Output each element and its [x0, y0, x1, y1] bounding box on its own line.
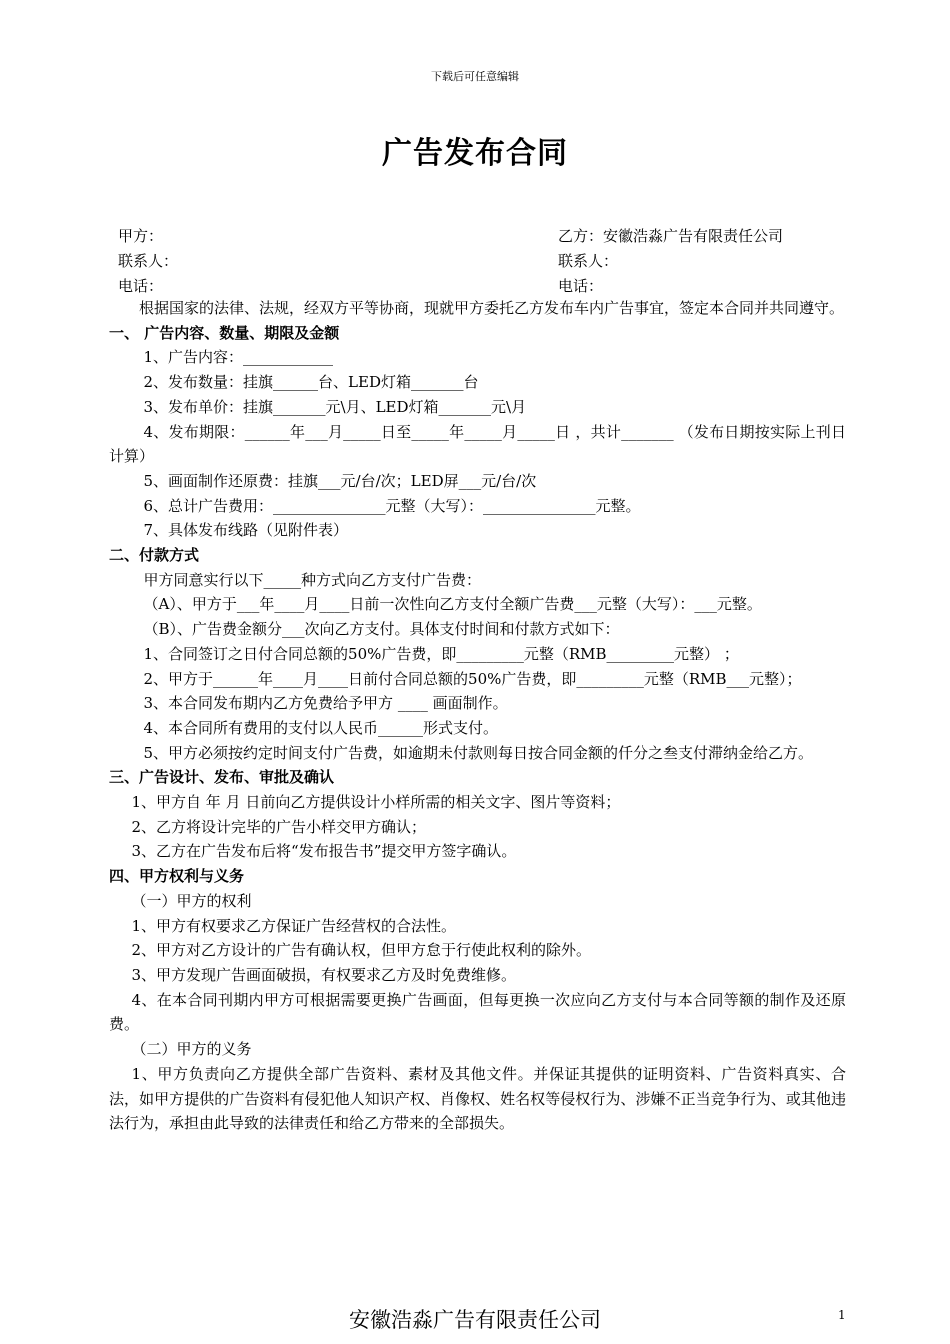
clause-1-2: 2、发布数量：挂旗______台、LED灯箱_______台 [143, 373, 479, 392]
payment-option-b: （B）、广告费金额分___次向乙方支付。具体支付时间和付款方式如下： [143, 620, 620, 639]
footer-company: 安徽浩淼广告有限责任公司 [349, 1308, 601, 1332]
clause-1-4: 4、发布期限：______年___月_____日至_____年_____月_____日 ，共计_______ （发布日期按实际上刊日计算） [109, 422, 846, 466]
clause-1-5: 5、画面制作还原费：挂旗___元/台/次；LED屏___元/台/次 [143, 471, 537, 490]
clause-2-1: 1、合同签订之日付合同总额的50%广告费，即_________元整（RMB_________元整） ； [143, 644, 739, 663]
right-2: 2、甲方对乙方设计的广告有确认权，但甲方怠于行使此权利的除外。 [131, 941, 592, 960]
section-2-heading: 二、付款方式 [109, 546, 200, 565]
clause-1-3: 3、发布单价：挂旗_______元\月、LED灯箱_______元\月 [143, 397, 527, 416]
phone-b-label: 电话： [558, 277, 604, 295]
party-a-label: 甲方： [118, 227, 164, 245]
clause-2-3: 3、本合同发布期内乙方免费给予甲方 ____ 画面制作。 [143, 694, 508, 713]
clause-1-7: 7、具体发布线路（见附件表） [143, 521, 349, 540]
contract-body [109, 296, 846, 1136]
contact-a-label: 联系人： [118, 252, 179, 270]
clause-3-1: 1、甲方自 年 月 日前向乙方提供设计小样所需的相关文字、图片等资料； [131, 793, 621, 812]
right-4: 4、在本合同刊期内甲方可根据需要更换广告画面，但每更换一次应向乙方支付与本合同等额的制作及还原费。 [109, 990, 846, 1034]
clause-1-1: 1、广告内容：____________ [143, 348, 334, 367]
header-note: 下载后可任意编辑 [431, 70, 519, 83]
contract-title: 广告发布合同 [382, 136, 568, 171]
clause-3-3: 3、乙方在广告发布后将“发布报告书”提交甲方签字确认。 [131, 842, 517, 861]
clause-3-2: 2、乙方将设计完毕的广告小样交甲方确认； [131, 817, 427, 836]
right-1: 1、甲方有权要求乙方保证广告经营权的合法性。 [131, 916, 457, 935]
phone-a-label: 电话： [118, 277, 164, 295]
section-1-heading: 一、 广告内容、数量、期限及金额 [109, 323, 340, 342]
right-3: 3、甲方发现广告画面破损，有权要求乙方及时免费维修。 [131, 965, 517, 984]
subsection-rights: （一）甲方的权利 [131, 891, 252, 910]
section-3-heading: 三、广告设计、发布、审批及确认 [109, 768, 335, 787]
subsection-obligations: （二）甲方的义务 [131, 1040, 252, 1059]
clause-2-4: 4、本合同所有费用的支付以人民币______形式支付。 [143, 718, 499, 737]
obligation-1: 1、甲方负责向乙方提供全部广告资料、素材及其他文件。并保证其提供的证明资料、广告资料真实、合法，如甲方提供的广告资料有侵犯他人知识产权、肖像权、姓名权等侵权行为、涉嫌不正当竞争行为、或其他违法行为，承担由此导致的法律责任和给乙方带来的全部损失。 [109, 1064, 846, 1133]
preamble: 根据国家的法律、法规，经双方平等协商，现就甲方委托乙方发布车内广告事宜，签定本合同并共同遵守。 [139, 299, 845, 317]
clause-2-2: 2、甲方于______年____月____日前付合同总额的50%广告费，即_________元整（RMB___元整）； [143, 669, 802, 688]
clause-1-6: 6、总计广告费用：_______________元整（大写）：_______________元整。 [143, 496, 641, 515]
clause-2-5: 5、甲方必须按约定时间支付广告费，如逾期未付款则每日按合同金额的仟分之叁支付滞纳金给乙方。 [143, 743, 814, 762]
party-b-label: 乙方：安徽浩淼广告有限责任公司 [558, 227, 784, 245]
contact-b-label: 联系人： [558, 252, 619, 270]
payment-intro: 甲方同意实行以下_____种方式向乙方支付广告费： [143, 570, 482, 589]
parties-block [118, 224, 858, 299]
payment-option-a: （A）、甲方于___年____月____日前一次性向乙方支付全额广告费___元整（大写）：___元整。 [143, 595, 762, 614]
page-number: 1 [838, 1308, 846, 1322]
section-4-heading: 四、甲方权利与义务 [109, 867, 245, 886]
